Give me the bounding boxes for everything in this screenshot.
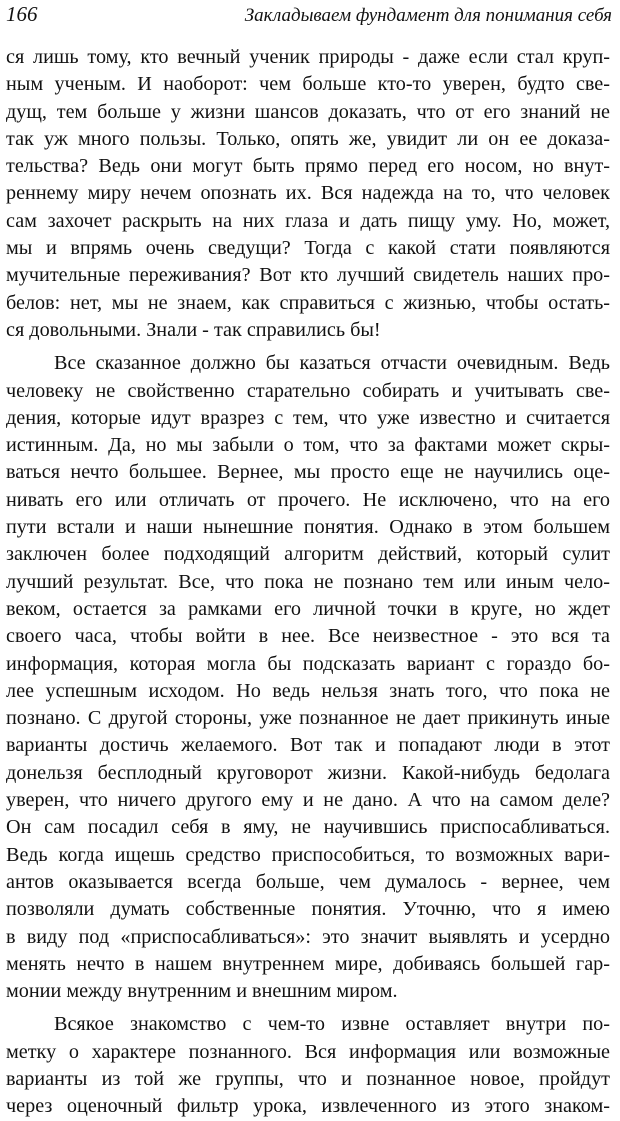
text-line: в виду под «приспосабливаться»: это значит выявлять и усердно <box>6 925 610 948</box>
text-line: Ведь когда ищешь средство приспособиться, то возможных вари- <box>6 843 610 866</box>
text-line: лучший результат. Все, что пока не познано тем или иным чело- <box>6 570 610 593</box>
text-line: человеку не свойственно старательно собирать и учитывать све- <box>6 379 610 402</box>
text-line: веком, остается за рамками его личной точки в круге, но ждет <box>6 597 610 620</box>
text-line: ся довольными. Знали - так справились бы! <box>6 318 381 341</box>
running-header <box>6 2 612 28</box>
text-line: реннему миру нечем опознать их. Вся надежда на то, что человек <box>6 182 610 205</box>
page-number: 166 <box>6 2 38 26</box>
text-line: ным ученым. И наоборот: чем больше кто-то уверен, будто све- <box>6 73 610 96</box>
text-line: нивать его или отличать от прочего. Не исключено, что на его <box>6 488 610 511</box>
text-line: дущ, тем больше у жизни шансов доказать, что от его знаний не <box>6 100 610 123</box>
text-line: тельства? Ведь они могут быть прямо перед его носом, но внут- <box>6 155 610 178</box>
text-line: через оценочный фильтр урока, извлеченного из этого знаком- <box>6 1095 610 1118</box>
text-line: мучительные переживания? Вот кто лучший свидетель наших про- <box>6 264 610 287</box>
text-line: монии между внутренним и внешним миром. <box>6 980 398 1003</box>
text-line: Все сказанное должно бы казаться отчасти очевидным. Ведь <box>54 352 610 375</box>
text-line: ся лишь тому, кто вечный ученик природы - даже если стал круп- <box>6 46 610 68</box>
text-line: Он сам посадил себя в яму, не научившись приспосабливаться. <box>6 816 610 839</box>
text-line: пути встали и наши нынешние понятия. Однако в этом большем <box>6 516 610 539</box>
text-line: варианты достичь желаемого. Вот так и попадают люди в этот <box>6 734 610 757</box>
text-line: сам захочет раскрыть на них глаза и дать пищу уму. Но, может, <box>6 209 610 232</box>
text-line: менять нечто в нашем внутреннем мире, добиваясь большей гар- <box>6 952 610 975</box>
text-line: истинным. Да, но мы забыли о том, что за фактами может скры- <box>6 434 610 457</box>
text-line: белов: нет, мы не знаем, как справиться с жизнью, чтобы остать- <box>6 291 610 314</box>
text-line: антов оказывается всегда больше, чем думалось - вернее, чем <box>6 870 610 893</box>
text-line: так уж много пользы. Только, опять же, увидит ли он ее доказа- <box>6 127 610 150</box>
text-line: мы и впрямь очень сведущи? Тогда с какой стати появляются <box>6 237 610 260</box>
body-text <box>6 44 610 1121</box>
paragraph <box>6 44 610 344</box>
text-line: уверен, что ничего другого ему и не дано. А что на самом деле? <box>6 789 610 812</box>
running-title: Закладываем фундамент для понимания себя <box>244 5 612 26</box>
text-line: дения, которые идут вразрез с тем, что уже известно и считается <box>6 406 610 429</box>
text-line: своего часа, чтобы войти в нее. Все неизвестное - это вся та <box>6 625 610 648</box>
text-line: ваться нечто большее. Вернее, мы просто еще не научились оце- <box>6 461 610 484</box>
text-line: донельзя бесплодный круговорот жизни. Какой-нибудь бедолага <box>6 761 610 784</box>
text-line: позволяли думать собственные понятия. Уточню, что я имею <box>6 898 610 921</box>
text-line: заключен более подходящий алгоритм действий, который сулит <box>6 543 610 566</box>
paragraph <box>6 350 610 1005</box>
text-line: варианты из той же группы, что и познанное новое, пройдут <box>6 1067 610 1090</box>
paragraph <box>6 1011 610 1120</box>
text-line: метку о характере познанного. Вся информация или возможные <box>6 1040 610 1063</box>
text-line: лее успешным исходом. Но ведь нельзя знать того, что пока не <box>6 679 610 702</box>
text-line: Всякое знакомство с чем-то извне оставляет внутри по- <box>54 1013 610 1036</box>
text-line: познано. С другой стороны, уже познанное не дает прикинуть иные <box>6 707 610 730</box>
text-line: информация, которая могла бы подсказать вариант с гораздо бо- <box>6 652 610 675</box>
